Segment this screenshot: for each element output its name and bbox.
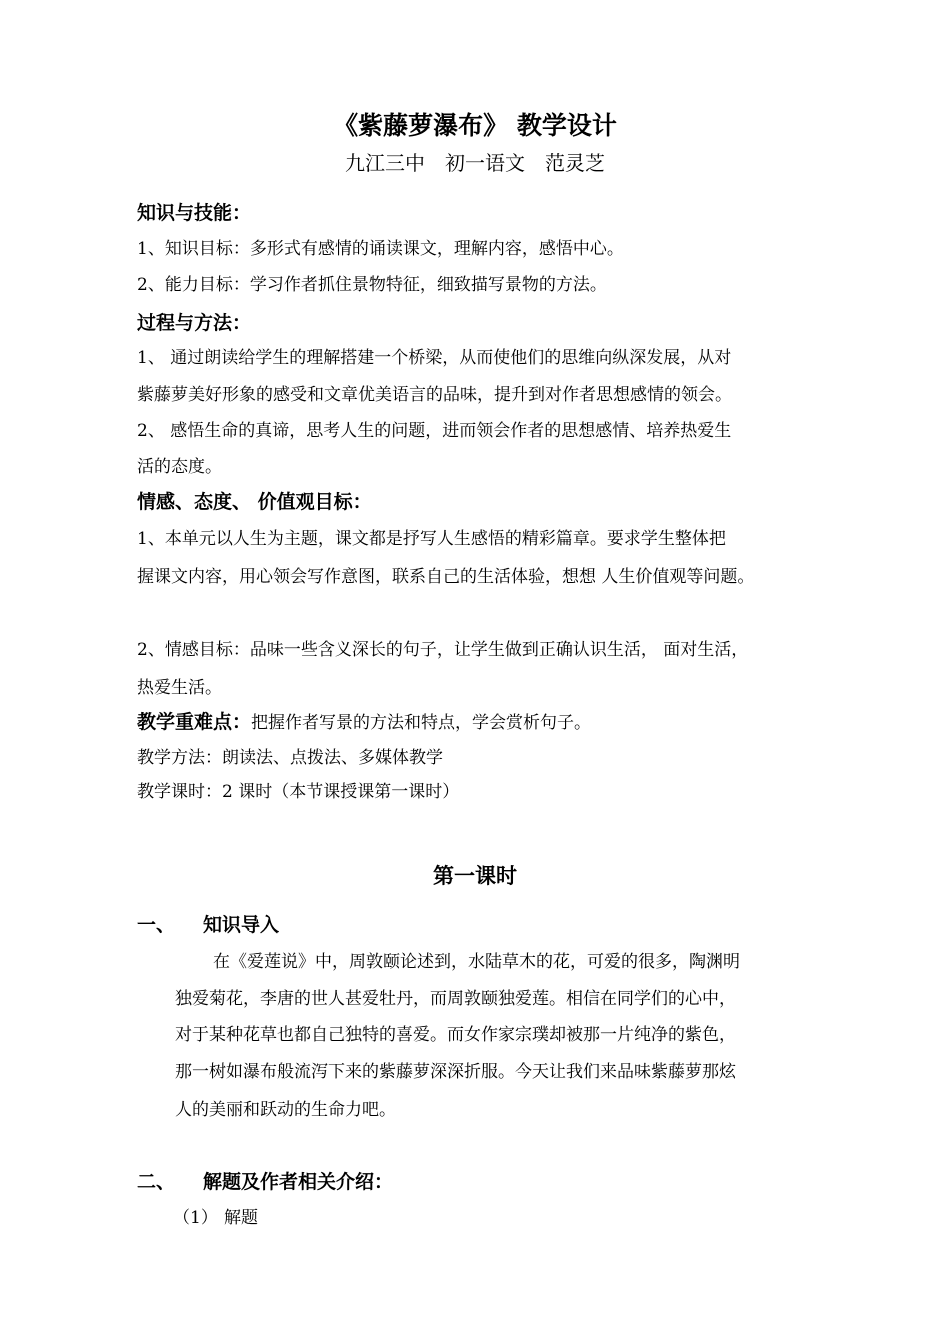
- emotion-line: 2、情感目标：品味一些含义深长的句子，让学生做到正确认识生活， 面对生活，: [137, 640, 749, 660]
- emotion-heading: 情感、态度、 价值观目标：: [137, 491, 372, 513]
- process-line: 1、 通过朗读给学生的理解搭建一个桥梁，从而使他们的思维向纵深发展，从对: [137, 348, 732, 368]
- part1-title: 知识导入: [203, 914, 280, 936]
- difficulty-text: 把握作者写景的方法和特点，学会赏析句子。: [251, 713, 592, 733]
- intro-paragraph-line: 人的美丽和跃动的生命力吧。: [175, 1100, 396, 1120]
- sub1-number: （1）: [173, 1208, 218, 1228]
- intro-paragraph-line: 那一树如瀑布般流泻下来的紫藤萝深深折服。今天让我们来品味紫藤萝那炫: [175, 1062, 736, 1082]
- author-line: 九江三中 初一语文 范灵芝: [345, 151, 605, 175]
- hours-line: 教学课时：2 课时（本节课授课第一课时）: [137, 782, 460, 802]
- intro-paragraph-line: 独爱菊花，李唐的世人甚爱牡丹，而周敦颐独爱莲。相信在同学们的心中，: [175, 989, 736, 1009]
- part2-title: 解题及作者相关介绍：: [203, 1171, 394, 1193]
- part2-number: 二、: [137, 1171, 176, 1193]
- emotion-line: 热爱生活。: [137, 678, 222, 698]
- knowledge-item: 1、知识目标：多形式有感情的诵读课文，理解内容，感悟中心。: [137, 239, 624, 259]
- document-title: 《紫藤萝瀑布》 教学设计: [333, 111, 617, 140]
- process-line: 活的态度。: [137, 457, 222, 477]
- part1-number: 一、: [137, 914, 176, 936]
- method-line: 教学方法：朗读法、点拨法、多媒体教学: [137, 748, 443, 768]
- emotion-line: 1、本单元以人生为主题，课文都是抒写人生感悟的精彩篇章。要求学生整体把: [137, 529, 726, 549]
- process-line: 紫藤萝美好形象的感受和文章优美语言的品味，提升到对作者思想感情的领会。: [137, 385, 732, 405]
- difficulty-line: [137, 711, 591, 734]
- intro-paragraph-line: 对于某种花草也都自己独特的喜爱。而女作家宗璞却被那一片纯净的紫色，: [175, 1025, 736, 1045]
- sub1-title: 解题: [224, 1208, 258, 1228]
- knowledge-item: 2、能力目标：学习作者抓住景物特征，细致描写景物的方法。: [137, 275, 607, 295]
- process-line: 2、 感悟生命的真谛，思考人生的问题，进而领会作者的思想感情、培养热爱生: [137, 421, 732, 441]
- intro-paragraph-line: 在《爱莲说》中，周敦颐论述到，水陆草木的花，可爱的很多，陶渊明: [213, 952, 740, 972]
- process-heading: 过程与方法：: [137, 312, 252, 334]
- knowledge-heading: 知识与技能：: [137, 202, 252, 224]
- lesson-heading: 第一课时: [433, 863, 517, 888]
- difficulty-label: 教学重难点：: [137, 711, 252, 733]
- emotion-line: 握课文内容，用心领会写作意图，联系自己的生活体验，想想 人生价值观等问题。: [137, 567, 755, 587]
